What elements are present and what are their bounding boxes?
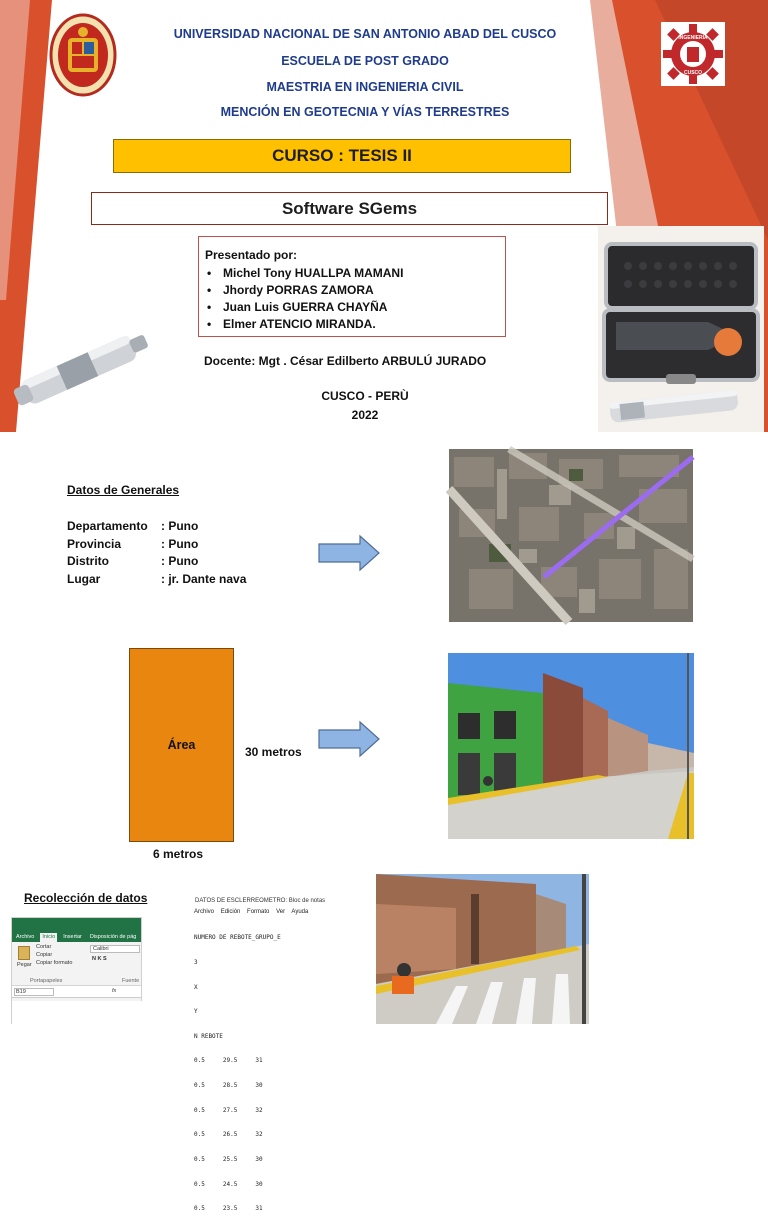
device-case-photo <box>598 226 764 432</box>
length-label: 30 metros <box>245 745 302 759</box>
notepad-line: 0.5 23.5 31 <box>194 1205 263 1213</box>
arrow-right-icon <box>318 721 380 757</box>
fx-icon: fx <box>112 988 117 994</box>
area-rectangle <box>129 648 234 842</box>
university-crest-logo <box>50 14 116 96</box>
notepad-title: DATOS DE ESCLERREOMETRO: Bloc de notas <box>195 898 326 904</box>
menu-item[interactable]: Ver <box>276 909 286 915</box>
engineering-gear-logo <box>661 22 725 86</box>
notepad-line: 0.5 25.5 30 <box>194 1155 263 1163</box>
excel-tab[interactable]: Archivo <box>16 934 35 940</box>
area-label: Área <box>167 738 196 752</box>
school-name: ESCUELA DE POST GRADO <box>281 54 449 68</box>
city-text: CUSCO - PERÙ <box>321 389 409 403</box>
notepad-window <box>190 895 342 1213</box>
paste-button[interactable]: Pegar <box>17 962 32 968</box>
general-value: : Puno <box>161 536 199 551</box>
font-name-select[interactable]: Calibri <box>90 945 140 953</box>
menu-item[interactable]: Archivo <box>194 909 215 915</box>
satellite-map-photo <box>449 449 693 622</box>
year-text: 2022 <box>351 408 379 422</box>
menu-item[interactable]: Edición <box>220 909 241 915</box>
general-value: : Puno <box>161 519 199 533</box>
excel-ribbon-tabs <box>12 933 141 942</box>
logo-top-text: INGENIERIA <box>678 35 708 41</box>
excel-tab[interactable]: Inicio <box>42 934 56 940</box>
collection-title: Recolección de datos <box>24 891 148 905</box>
excel-window <box>11 917 142 1024</box>
format-painter-button[interactable]: Copiar formato <box>36 960 73 966</box>
author-item: • Jhordy PORRAS ZAMORA <box>205 282 499 299</box>
cover-slide <box>0 0 768 432</box>
notepad-line: 0.5 29.5 31 <box>194 1057 263 1065</box>
street-photo <box>448 653 694 839</box>
general-value: : jr. Dante nava <box>161 571 247 586</box>
presented-by-label: Presentado por: <box>205 248 298 262</box>
paste-icon[interactable] <box>18 946 30 960</box>
subject-title: Software SGems <box>91 192 608 225</box>
general-key: Provincia <box>67 536 122 551</box>
copy-button[interactable]: Copiar <box>36 952 53 958</box>
font-style-buttons[interactable]: N K S <box>92 956 107 962</box>
notepad-line: N REBOTE <box>194 1032 223 1040</box>
excel-tab[interactable]: Disposición de pág <box>89 934 137 940</box>
cut-button[interactable]: Cortar <box>36 944 52 950</box>
authors-list <box>205 265 499 333</box>
general-data-title: Datos de Generales <box>67 483 180 497</box>
cell-reference-box[interactable]: B19 <box>14 988 54 996</box>
notepad-line: X <box>194 983 198 991</box>
presenters-box <box>198 236 506 337</box>
excel-ribbon <box>12 942 141 986</box>
excel-tab[interactable]: Insertar <box>63 934 82 940</box>
menu-item[interactable]: Formato <box>247 909 270 915</box>
notepad-menu <box>190 908 342 918</box>
teacher-line: Docente: Mgt . César Edilberto ARBULÚ JURADO <box>204 354 487 368</box>
notepad-line: 0.5 24.5 30 <box>194 1180 263 1188</box>
general-key: Lugar <box>67 571 101 586</box>
university-name: UNIVERSIDAD NACIONAL DE SAN ANTONIO ABAD DEL CUSCO <box>173 27 557 41</box>
course-title: CURSO : TESIS II <box>113 139 571 173</box>
notepad-text[interactable] <box>190 918 342 1230</box>
author-item: • Elmer ATENCIO MIRANDA. <box>205 316 499 333</box>
excel-title-bar <box>12 918 141 933</box>
notepad-line: 0.5 28.5 30 <box>194 1082 263 1090</box>
program-name: MAESTRIA EN INGENIERIA CIVIL <box>266 80 464 94</box>
general-key: Departamento <box>67 519 148 533</box>
formula-bar <box>12 986 141 998</box>
font-group-label: Fuente <box>122 978 140 984</box>
mention-name: MENCIÓN EN GEOTECNIA Y VÍAS TERRESTRES <box>220 105 510 119</box>
general-value: : Puno <box>161 554 199 568</box>
notepad-line: NUMERO DE REBOTE_GRUPO_E <box>194 934 281 942</box>
city-year <box>300 387 430 425</box>
field-work-photo <box>376 874 589 1024</box>
menu-item[interactable]: Ayuda <box>291 909 309 915</box>
notepad-line: Y <box>194 1008 198 1016</box>
notepad-line: 0.5 26.5 32 <box>194 1131 263 1139</box>
excel-grid <box>12 1001 143 1025</box>
notepad-line: 0.5 27.5 32 <box>194 1106 263 1114</box>
author-item: • Michel Tony HUALLPA MAMANI <box>205 265 499 282</box>
logo-bottom-text: CUSCO <box>683 70 703 76</box>
rebound-hammer-image <box>10 326 155 412</box>
general-key: Distrito <box>67 554 109 568</box>
width-label: 6 metros <box>153 847 204 861</box>
notepad-line: 3 <box>194 959 198 967</box>
clipboard-group-label: Portapapeles <box>30 978 63 984</box>
arrow-right-icon <box>318 535 380 571</box>
author-item: • Juan Luis GUERRA CHAYÑA <box>205 299 499 316</box>
